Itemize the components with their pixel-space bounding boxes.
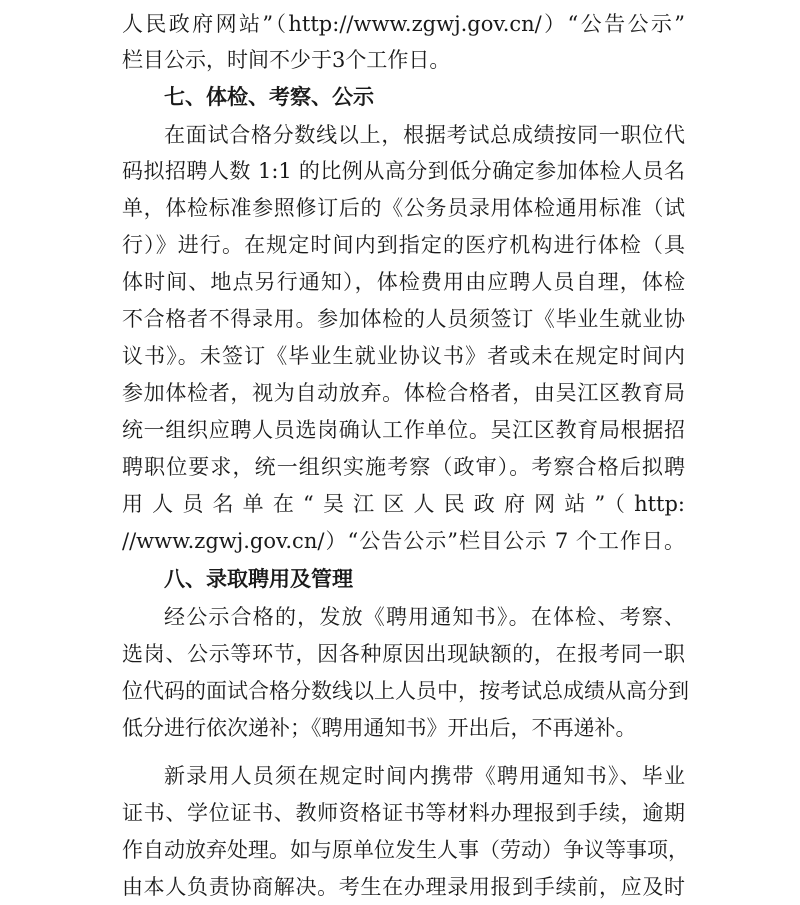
text-line — [0, 48, 800, 72]
text-line — [0, 123, 800, 147]
text-line — [0, 605, 800, 629]
text-line — [0, 418, 800, 442]
paragraph-text: 不合格者不得录用。参加体检的人员须签订《毕业生就业协 — [122, 307, 685, 331]
paragraph-text: 参加体检者，视为自动放弃。体检合格者，由吴江区教育局 — [122, 381, 685, 405]
paragraph-text: 低分进行依次递补；《聘用通知书》开出后，不再递补。 — [122, 716, 637, 740]
text-line — [0, 455, 800, 479]
section-heading — [0, 567, 800, 591]
text-line — [0, 196, 800, 220]
text-line — [0, 529, 800, 553]
paragraph-text: 单，体检标准参照修订后的《公务员录用体检通用标准（试 — [122, 196, 685, 220]
paragraph-text: 经公示合格的，发放《聘用通知书》。在体检、考察、 — [164, 605, 685, 629]
text-line — [0, 875, 800, 899]
paragraph-text: 人民政府网站”（http://www.zgwj.gov.cn/）“公告公示” — [122, 12, 685, 36]
paragraph-text: 栏目公示，时间不少于3个工作日。 — [122, 48, 451, 72]
paragraph-text: 聘职位要求，统一组织实施考察（政审）。考察合格后拟聘 — [122, 455, 685, 479]
section-heading — [0, 85, 800, 109]
paragraph-text: 新录用人员须在规定时间内携带《聘用通知书》、毕业 — [164, 764, 685, 788]
paragraph-text: 在面试合格分数线以上，根据考试总成绩按同一职位代 — [164, 123, 685, 147]
paragraph-text: 统一组织应聘人员选岗确认工作单位。吴江区教育局根据招 — [122, 418, 685, 442]
section-heading-text: 八、录取聘用及管理 — [164, 567, 353, 591]
text-line — [0, 492, 800, 516]
paragraph-text: 码拟招聘人数 1:1 的比例从高分到低分确定参加体检人员名 — [122, 159, 685, 183]
paragraph-text: 作自动放弃处理。如与原单位发生人事（劳动）争议等事项， — [122, 838, 689, 862]
paragraph-text: 议书》。未签订《毕业生就业协议书》者或未在规定时间内 — [122, 344, 685, 368]
text-line — [0, 159, 800, 183]
text-line — [0, 344, 800, 368]
text-line — [0, 764, 800, 788]
text-line — [0, 307, 800, 331]
paragraph-text: 由本人负责协商解决。考生在办理录用报到手续前，应及时 — [122, 875, 685, 899]
text-line — [0, 642, 800, 666]
paragraph-text: 体时间、地点另行通知），体检费用由应聘人员自理，体检 — [122, 270, 685, 294]
paragraph-text: 用人员名单在“吴江区人民政府网站”（http: — [122, 492, 685, 516]
text-line — [0, 838, 800, 862]
paragraph-text: 选岗、公示等环节，因各种原因出现缺额的，在报考同一职 — [122, 642, 685, 666]
text-line — [0, 679, 800, 703]
paragraph-text: //www.zgwj.gov.cn/）“公告公示”栏目公示 7 个工作日。 — [122, 529, 685, 553]
paragraph-text: 位代码的面试合格分数线以上人员中，按考试总成绩从高分到 — [122, 679, 689, 703]
text-line — [0, 381, 800, 405]
text-line — [0, 233, 800, 257]
paragraph-text: 行）》进行。在规定时间内到指定的医疗机构进行体检（具 — [122, 233, 685, 257]
paragraph-text: 证书、学位证书、教师资格证书等材料办理报到手续，逾期 — [122, 801, 685, 825]
text-line — [0, 12, 800, 36]
text-line — [0, 801, 800, 825]
text-line — [0, 270, 800, 294]
text-line — [0, 716, 800, 740]
section-heading-text: 七、体检、考察、公示 — [164, 85, 374, 109]
